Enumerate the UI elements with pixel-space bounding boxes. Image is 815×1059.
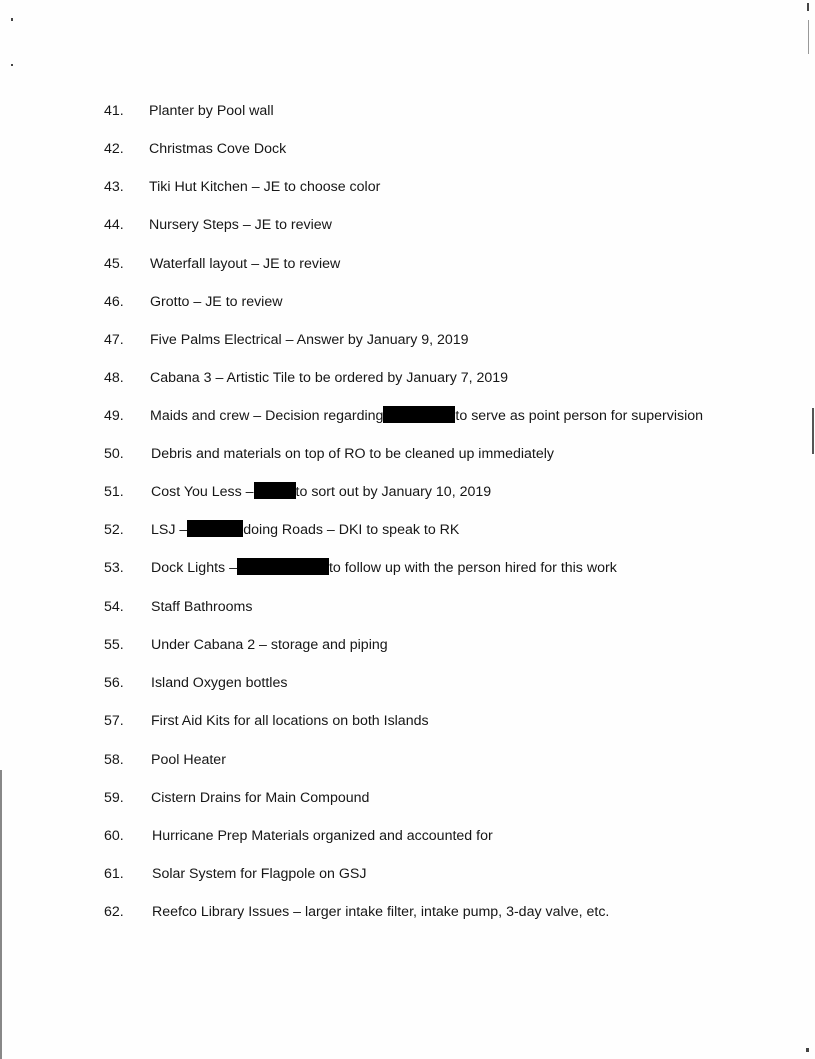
- item-text: [149, 177, 380, 197]
- item-number: 58.: [104, 752, 124, 768]
- item-number: 54.: [104, 599, 124, 615]
- item-text-segment: Maids and crew – Decision regarding: [150, 408, 384, 424]
- item-number: 52.: [104, 522, 124, 538]
- item-number: 50.: [104, 446, 124, 462]
- item-text-segment: Under Cabana 2 – storage and piping: [151, 637, 388, 653]
- scan-mark: [11, 18, 13, 21]
- item-text: [151, 444, 554, 464]
- item-text: [151, 482, 491, 502]
- item-text: [151, 597, 252, 617]
- item-text-segment: Tiki Hut Kitchen – JE to choose color: [149, 179, 381, 195]
- item-text: [152, 902, 609, 922]
- redaction-bar: [187, 520, 243, 537]
- item-text: [151, 520, 459, 540]
- item-text: [150, 368, 508, 388]
- item-number: 51.: [104, 484, 124, 500]
- item-text: [150, 254, 340, 274]
- item-text-segment: Pool Heater: [151, 752, 226, 768]
- item-number: 48.: [104, 370, 124, 386]
- item-number: 43.: [104, 179, 124, 195]
- item-number: 53.: [104, 560, 124, 576]
- item-text: [149, 139, 286, 159]
- item-text: [151, 673, 287, 693]
- item-text-segment: Cabana 3 – Artistic Tile to be ordered by January 7, 2019: [150, 370, 509, 386]
- item-text-segment: First Aid Kits for all locations on both Islands: [151, 713, 429, 729]
- item-number: 61.: [104, 866, 124, 882]
- redaction-bar: [254, 482, 296, 499]
- item-number: 44.: [104, 217, 124, 233]
- item-text-segment: Reefco Library Issues – larger intake filter, intake pump, 3-day valve, etc.: [152, 904, 610, 920]
- item-text-segment: Solar System for Flagpole on GSJ: [152, 866, 367, 882]
- item-text-segment: Staff Bathrooms: [151, 599, 253, 615]
- item-number: 45.: [104, 256, 124, 272]
- item-text-segment: Planter by Pool wall: [149, 103, 274, 119]
- item-text: [152, 864, 366, 884]
- item-text-segment: Dock Lights –: [151, 560, 237, 576]
- item-text: [150, 330, 469, 350]
- item-text-segment: Waterfall layout – JE to review: [150, 256, 341, 272]
- item-number: 49.: [104, 408, 124, 424]
- item-text-segment: to follow up with the person hired for this work: [328, 560, 617, 576]
- scan-mark: [0, 770, 2, 1059]
- item-text-segment: Cost You Less –: [151, 484, 254, 500]
- item-number: 59.: [104, 790, 124, 806]
- item-text: [151, 788, 369, 808]
- item-number: 47.: [104, 332, 124, 348]
- scan-mark: [808, 20, 809, 54]
- item-text: [150, 406, 703, 426]
- item-number: 42.: [104, 141, 124, 157]
- redaction-bar: [237, 558, 329, 575]
- item-text-segment: Cistern Drains for Main Compound: [151, 790, 370, 806]
- item-text-segment: doing Roads – DKI to speak to RK: [243, 522, 460, 538]
- item-text-segment: Island Oxygen bottles: [151, 675, 288, 691]
- item-text-segment: Christmas Cove Dock: [149, 141, 287, 157]
- item-text-segment: to serve as point person for supervision: [455, 408, 704, 424]
- item-text-segment: Five Palms Electrical – Answer by January 9, 2019: [150, 332, 469, 348]
- item-text-segment: Hurricane Prep Materials organized and accounted for: [152, 828, 493, 844]
- item-text: [151, 635, 388, 655]
- item-text: [149, 215, 332, 235]
- item-text-segment: Debris and materials on top of RO to be cleaned up immediately: [151, 446, 554, 462]
- item-text: [151, 558, 617, 578]
- item-text-segment: LSJ –: [151, 522, 188, 538]
- item-text-segment: to sort out by January 10, 2019: [295, 484, 492, 500]
- item-number: 55.: [104, 637, 124, 653]
- item-number: 60.: [104, 828, 124, 844]
- item-text: [150, 292, 282, 312]
- item-number: 46.: [104, 294, 124, 310]
- item-text: [149, 101, 274, 121]
- item-text-segment: Nursery Steps – JE to review: [149, 217, 332, 233]
- scan-mark: [806, 1048, 809, 1052]
- scan-mark: [812, 408, 814, 454]
- item-number: 62.: [104, 904, 124, 920]
- item-text: [151, 750, 226, 770]
- item-number: 57.: [104, 713, 124, 729]
- scan-mark: [807, 3, 809, 11]
- scan-mark: [11, 64, 13, 66]
- item-text: [151, 711, 429, 731]
- item-number: 56.: [104, 675, 124, 691]
- item-number: 41.: [104, 103, 124, 119]
- redaction-bar: [383, 406, 455, 423]
- item-text-segment: Grotto – JE to review: [150, 294, 283, 310]
- item-text: [152, 826, 493, 846]
